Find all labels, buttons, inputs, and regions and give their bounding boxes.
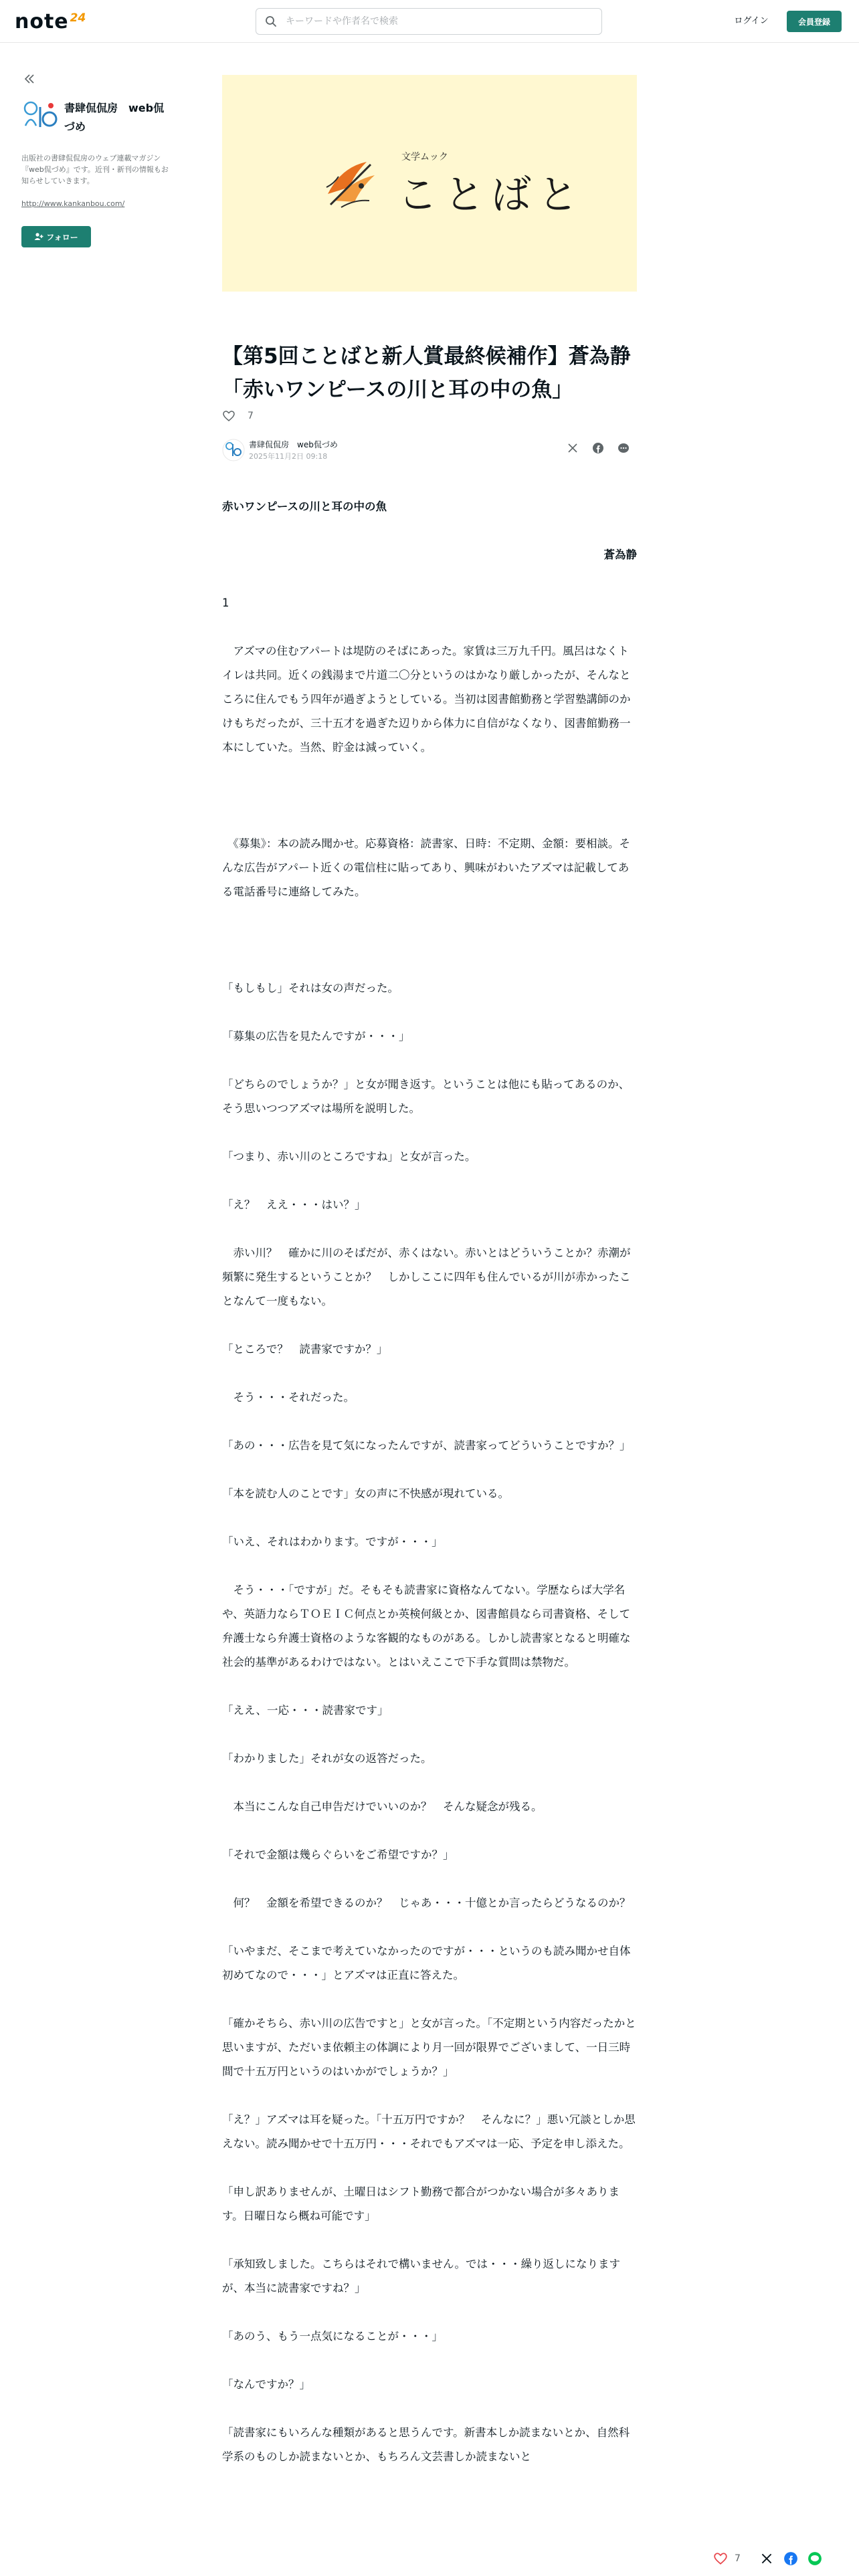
- share-buttons: [566, 441, 630, 455]
- note-logo[interactable]: [15, 9, 86, 33]
- user-plus-icon: [34, 232, 43, 241]
- x-icon[interactable]: [566, 441, 579, 455]
- author-name[interactable]: 書肆侃侃房 web侃づめ: [249, 440, 338, 449]
- paragraph: 《募集》：本の読み聞かせ。応募資格：読書家、日時：不定期、金額：要相談。そんな広告がアパート近くの電信柱に貼ってあり、興味がわいたアズマは記載してある電話番号に連絡してみた。: [222, 837, 631, 898]
- paragraph: そう・・・「ですが」だ。そもそも読書家に資格なんてない。学歴ならば大学名や、英語力ならＴＯＥＩＣ何点とか英検何級とか、図書館員なら司書資格、そして弁護士なら弁護士資格のような客観的なものがある。しかし読書家となると明確な社会的基準があるわけではない。とはいえここで下手な質問は禁物だ。: [222, 1584, 631, 1669]
- follow-button[interactable]: [21, 226, 91, 247]
- paragraph: 「なんですか？」: [222, 2378, 310, 2391]
- logo-text: note: [15, 9, 69, 33]
- magazine-link[interactable]: http://www.kankanbou.com/: [21, 199, 125, 208]
- paragraph: 「確かそちら、赤い川の広告ですと」と女が言った。「不定期という内容だったかと思いますが、ただいま依頼主の体調により月一回が限界でございまして、一日三時間で十五万円というのはいかがでしょうか？」: [222, 2017, 636, 2078]
- float-like[interactable]: [713, 2551, 741, 2566]
- line-icon[interactable]: [807, 2551, 822, 2566]
- paragraph: 「承知致しました。こちらはそれで構いません。では・・・繰り返しになりますが、本当に読書家ですね？」: [222, 2258, 620, 2294]
- paragraph: 「いえ、それはわかります。ですが・・・」: [222, 1535, 443, 1548]
- heart-icon[interactable]: [713, 2551, 728, 2566]
- magazine-description: 出版社の書肆侃侃房のウェブ連載マガジン『web侃づめ』です。近刊・新刊の情報もお知らせしていきます。: [21, 154, 169, 185]
- story-author: 蒼為静: [603, 548, 637, 561]
- paragraph: 「つまり、赤い川のところですね」と女が言った。: [222, 1150, 476, 1163]
- paragraph: 「申し訳ありませんが、土曜日はシフト勤務で都合がつかない場合が多々あります。日曜日なら概ね可能です」: [222, 2185, 619, 2222]
- logo-badge: 24: [70, 11, 86, 25]
- search-input[interactable]: [286, 16, 580, 27]
- article-title: 【第5回ことばと新人賞最終候補作】蒼為静「赤いワンピースの川と耳の中の魚」: [222, 344, 631, 402]
- paragraph: 「もしもし」それは女の声だった。: [222, 982, 399, 994]
- facebook-icon[interactable]: [783, 2551, 798, 2566]
- section-number: 1: [222, 597, 229, 609]
- paragraph: 「本を読む人のことです」女の声に不快感が現れている。: [222, 1487, 509, 1500]
- site-header: [0, 0, 859, 43]
- paragraph: 「いやまだ、そこまで考えていなかったのですが・・・というのも読み聞かせ自体初めてなので・・・」とアズマは正直に答えた。: [222, 1945, 631, 1981]
- story-heading: 赤いワンピースの川と耳の中の魚: [222, 500, 387, 513]
- floating-action-bar: [709, 2541, 859, 2576]
- like-count[interactable]: 7: [248, 411, 254, 421]
- paragraph: アズマの住むアパートは堤防のそばにあった。家賃は三万九千円。風呂はなくトイレは共同。近くの銭湯まで片道二〇分というのはかなり厳しかったが、そんなところに住んでもう四年が過ぎようとしている。当初は図書館勤務と学習塾講師のかけもちだったが、三十五才を過ぎた辺りから体力に自信がなくなり、図書館勤務一本にしていた。当然、貯金は減っていく。: [222, 645, 631, 754]
- magazine-logo[interactable]: [21, 99, 59, 132]
- paragraph: 「募集の広告を見たんですが・・・」: [222, 1030, 410, 1043]
- article-body: [222, 495, 637, 2493]
- paragraph: 本当にこんな自己申告だけでいいのか？ そんな疑念が残る。: [222, 1800, 543, 1813]
- login-button[interactable]: ログイン: [734, 16, 769, 26]
- paragraph: 何？ 金額を希望できるのか？ じゃあ・・・十億とか言ったらどうなるのか？: [222, 1897, 631, 1909]
- paragraph: 「ええ、一応・・・読書家です」: [222, 1704, 389, 1717]
- magazine-name[interactable]: 書肆侃侃房 web侃づめ: [64, 102, 165, 133]
- author-avatar[interactable]: [222, 439, 245, 461]
- heart-icon[interactable]: [222, 409, 235, 423]
- paragraph: 赤い川？ 確かに川のそばだが、赤くはない。赤いとはどういうことか？赤潮が頻繁に発生するということか？ しかしここに四年も住んでいるが川が赤かったことなんて一度もない。: [222, 1247, 631, 1307]
- brush-illustration: [314, 147, 388, 221]
- search-icon: [264, 15, 278, 28]
- paragraph: 「ところで？ 読書家ですか？」: [222, 1343, 388, 1356]
- eyecatch-subtitle: 文学ムック: [401, 152, 448, 163]
- paragraph: 「え？ ええ・・・はい？」: [222, 1198, 366, 1211]
- x-icon[interactable]: [759, 2551, 774, 2566]
- facebook-icon[interactable]: [591, 441, 605, 455]
- paragraph: 「え？」アズマは耳を疑った。「十五万円ですか？ そんなに？」悪い冗談としか思えない。読み聞かせで十五万円・・・それでもアズマは一応、予定を申し添えた。: [222, 2113, 636, 2150]
- paragraph: 「あのう、もう一点気になることが・・・」: [222, 2330, 443, 2343]
- paragraph: 「あの・・・広告を見て気になったんですが、読書家ってどういうことですか？」: [222, 1439, 631, 1452]
- paragraph: そう・・・それだった。: [222, 1391, 355, 1404]
- paragraph: 「読書家にもいろんな種類があると思うんです。新書本しか読まないとか、自然科学系のものしか読まないとか、もちろん文芸書しか読まないと: [222, 2426, 630, 2463]
- like-area[interactable]: [222, 409, 254, 423]
- float-like-count[interactable]: 7: [735, 2553, 741, 2564]
- post-date: 2025年11月2日 09:18: [249, 452, 328, 461]
- float-share-icons: [759, 2551, 822, 2566]
- search-box[interactable]: [256, 8, 602, 35]
- paragraph: 「どちらのでしょうか？」と女が聞き返す。ということは他にも貼ってあるのか、そう思いつつアズマは場所を説明した。: [222, 1078, 630, 1115]
- eyecatch-image: [222, 75, 637, 292]
- collapse-icon[interactable]: [21, 71, 37, 87]
- paragraph: 「それで金額は幾らぐらいをご希望ですか？」: [222, 1848, 454, 1861]
- eyecatch-title: ことばと: [397, 172, 585, 219]
- follow-label: フォロー: [46, 232, 78, 242]
- signup-button[interactable]: 会員登録: [787, 11, 842, 32]
- paragraph: 「わかりました」それが女の返答だった。: [222, 1752, 432, 1765]
- more-icon[interactable]: [617, 441, 630, 455]
